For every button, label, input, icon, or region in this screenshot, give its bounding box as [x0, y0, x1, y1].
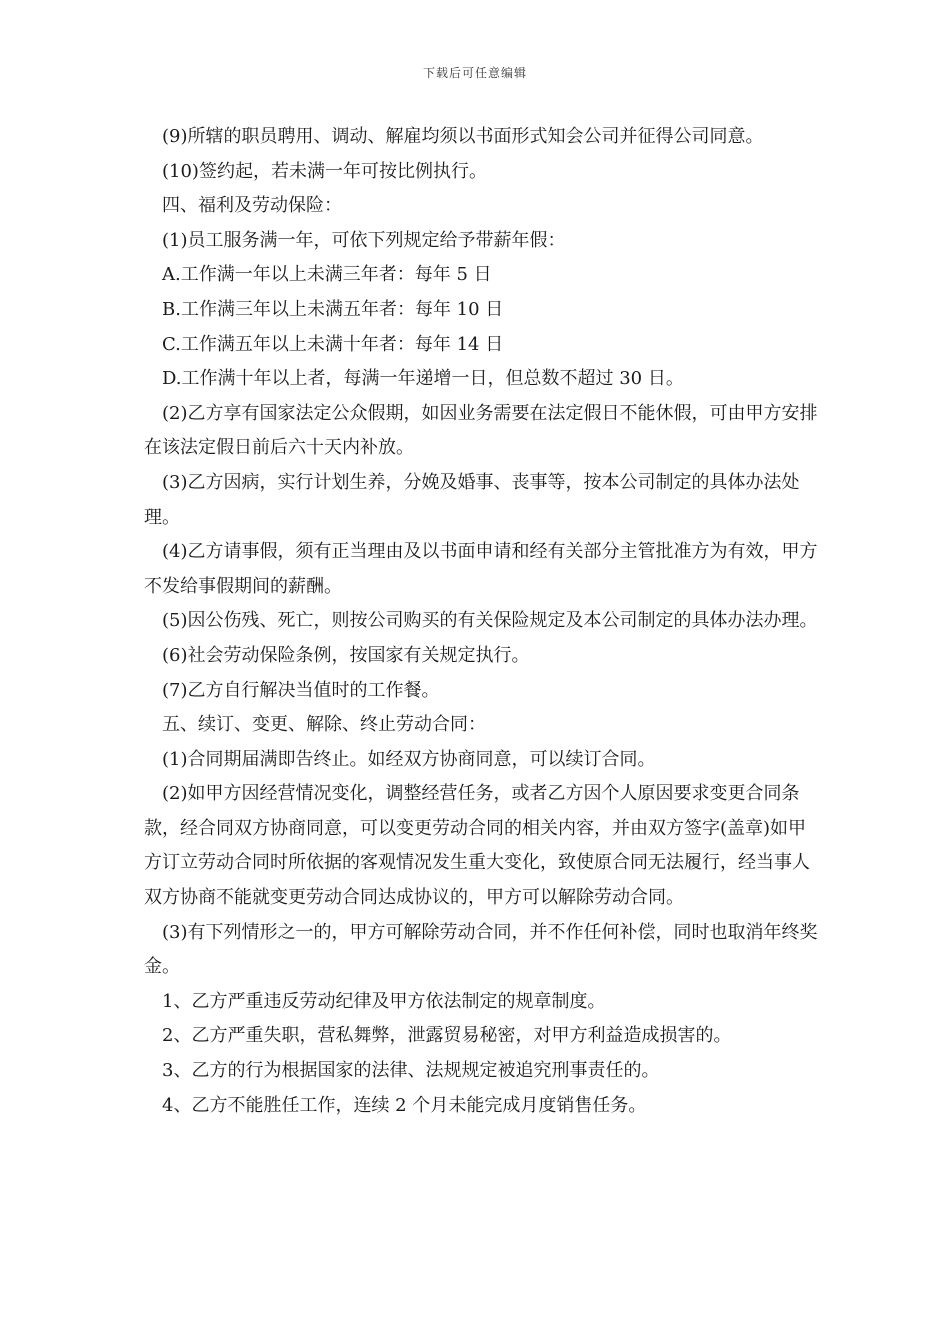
- section-heading: 五、续订、变更、解除、终止劳动合同：: [162, 714, 486, 736]
- page-header: 下载后可任意编辑: [422, 66, 527, 80]
- paragraph: (2)如甲方因经营情况变化，调整经营任务，或者乙方因个人原因要求变更合同条款，经合同双方协商同意，可以变更劳动合同的相关内容，并由双方签字(盖章)如甲方订立劳动合同时所依据的客观情况发生重大变化，致使原合同无法履行，经当事人双方协商不能就变更劳动合同达成协议的，甲方可以解除劳动合同。: [144, 783, 810, 909]
- paragraph: (7)乙方自行解决当值时的工作餐。: [162, 679, 440, 701]
- list-item: 3、乙方的行为根据国家的法律、法规规定被追究刑事责任的。: [162, 1060, 660, 1082]
- paragraph: (10)签约起，若未满一年可按比例执行。: [162, 160, 487, 182]
- paragraph: (6)社会劳动保险条例，按国家有关规定执行。: [162, 644, 530, 666]
- list-item: A.工作满一年以上未满三年者：每年 5 日: [162, 264, 492, 286]
- paragraph: (1)合同期届满即告终止。如经双方协商同意，可以续订合同。: [162, 748, 656, 770]
- list-item: 1、乙方严重违反劳动纪律及甲方依法制定的规章制度。: [162, 990, 606, 1012]
- list-item: 2、乙方严重失职，营私舞弊，泄露贸易秘密，对甲方利益造成损害的。: [162, 1025, 732, 1047]
- paragraph: (4)乙方请事假，须有正当理由及以书面申请和经有关部分主管批准方为有效，甲方不发给事假期间的薪酬。: [144, 541, 818, 597]
- paragraph: (2)乙方享有国家法定公众假期，如因业务需要在法定假日不能休假，可由甲方安排在该法定假日前后六十天内补放。: [144, 402, 818, 459]
- list-item: B.工作满三年以上未满五年者：每年 10 日: [162, 298, 504, 320]
- list-item: 4、乙方不能胜任工作，连续 2 个月未能完成月度销售任务。: [162, 1094, 647, 1116]
- section-heading: 四、福利及劳动保险：: [162, 195, 342, 217]
- paragraph: (9)所辖的职员聘用、调动、解雇均须以书面形式知会公司并征得公司同意。: [162, 126, 764, 147]
- document-body: [144, 120, 820, 1123]
- paragraph: (3)乙方因病，实行计划生养，分娩及婚事、丧事等，按本公司制定的具体办法处理。: [144, 471, 800, 528]
- paragraph: (5)因公伤残、死亡，则按公司购买的有关保险规定及本公司制定的具体办法办理。: [162, 610, 818, 632]
- list-item: C.工作满五年以上未满十年者：每年 14 日: [162, 333, 504, 355]
- list-item: D.工作满十年以上者，每满一年递增一日，但总数不超过 30 日。: [162, 368, 684, 390]
- paragraph: (3)有下列情形之一的，甲方可解除劳动合同，并不作任何补偿，同时也取消年终奖金。: [144, 921, 818, 978]
- paragraph: (1)员工服务满一年，可依下列规定给予带薪年假：: [162, 229, 566, 251]
